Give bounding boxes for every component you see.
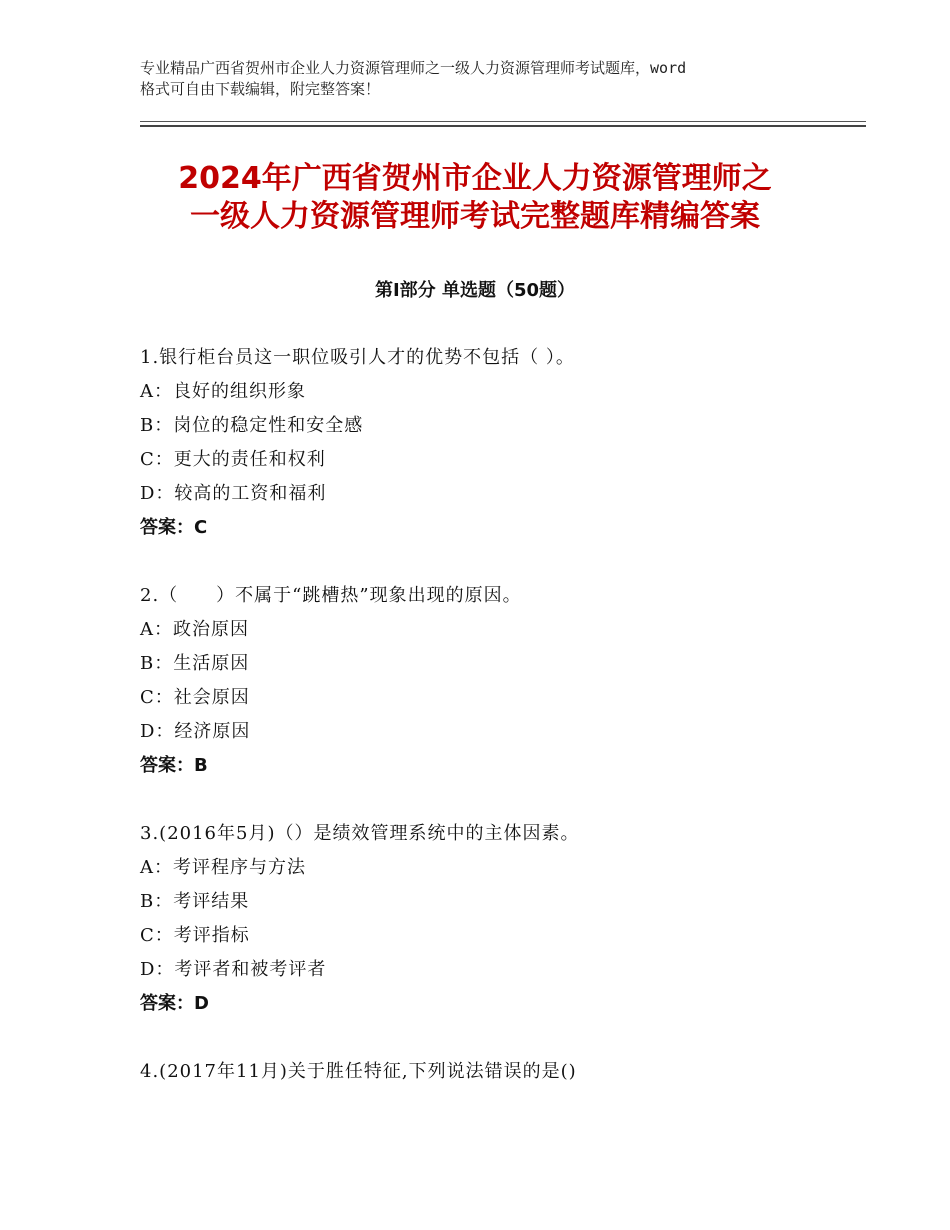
- header-rule-top: [140, 121, 866, 122]
- question-3: [140, 820, 860, 1024]
- header-note: [140, 58, 830, 100]
- option-d: D：经济原因: [140, 721, 251, 742]
- option-d: D：考评者和被考评者: [140, 959, 327, 980]
- option-c: C：考评指标: [140, 925, 250, 946]
- document-title-line-1: 2024年广西省贺州市企业人力资源管理师之: [178, 161, 772, 196]
- question-stem: 2.（ ）不属于“跳槽热”现象出现的原因。: [140, 585, 522, 606]
- question-stem: 4.(2017年11月)关于胜任特征,下列说法错误的是(): [140, 1061, 577, 1082]
- option-c: C：更大的责任和权利: [140, 449, 326, 470]
- option-a: A：政治原因: [140, 619, 249, 640]
- header-note-line-1: 专业精品广西省贺州市企业人力资源管理师之一级人力资源管理师考试题库，word: [140, 59, 687, 77]
- document-title: [100, 160, 850, 236]
- option-c: C：社会原因: [140, 687, 250, 708]
- section-heading: 第Ⅰ部分 单选题（50题）: [374, 280, 575, 301]
- option-d: D：较高的工资和福利: [140, 483, 327, 504]
- question-4: [140, 1058, 860, 1092]
- option-b: B：岗位的稳定性和安全感: [140, 415, 364, 436]
- question-stem: 3.(2016年5月)（）是绩效管理系统中的主体因素。: [140, 823, 580, 844]
- option-a: A：考评程序与方法: [140, 857, 306, 878]
- header-note-line-2: 格式可自由下载编辑，附完整答案！: [140, 80, 381, 98]
- question-1: [140, 344, 860, 548]
- question-list: [140, 344, 860, 1126]
- header-rule-bottom: [140, 125, 866, 127]
- answer: 答案：C: [140, 517, 208, 538]
- question-2: [140, 582, 860, 786]
- option-a: A：良好的组织形象: [140, 381, 306, 402]
- answer: 答案：B: [140, 755, 208, 776]
- answer: 答案：D: [140, 993, 209, 1014]
- question-stem: 1.银行柜台员这一职位吸引人才的优势不包括（ ）。: [140, 347, 575, 368]
- option-b: B：生活原因: [140, 653, 250, 674]
- option-b: B：考评结果: [140, 891, 250, 912]
- document-title-line-2: 一级人力资源管理师考试完整题库精编答案: [190, 199, 760, 234]
